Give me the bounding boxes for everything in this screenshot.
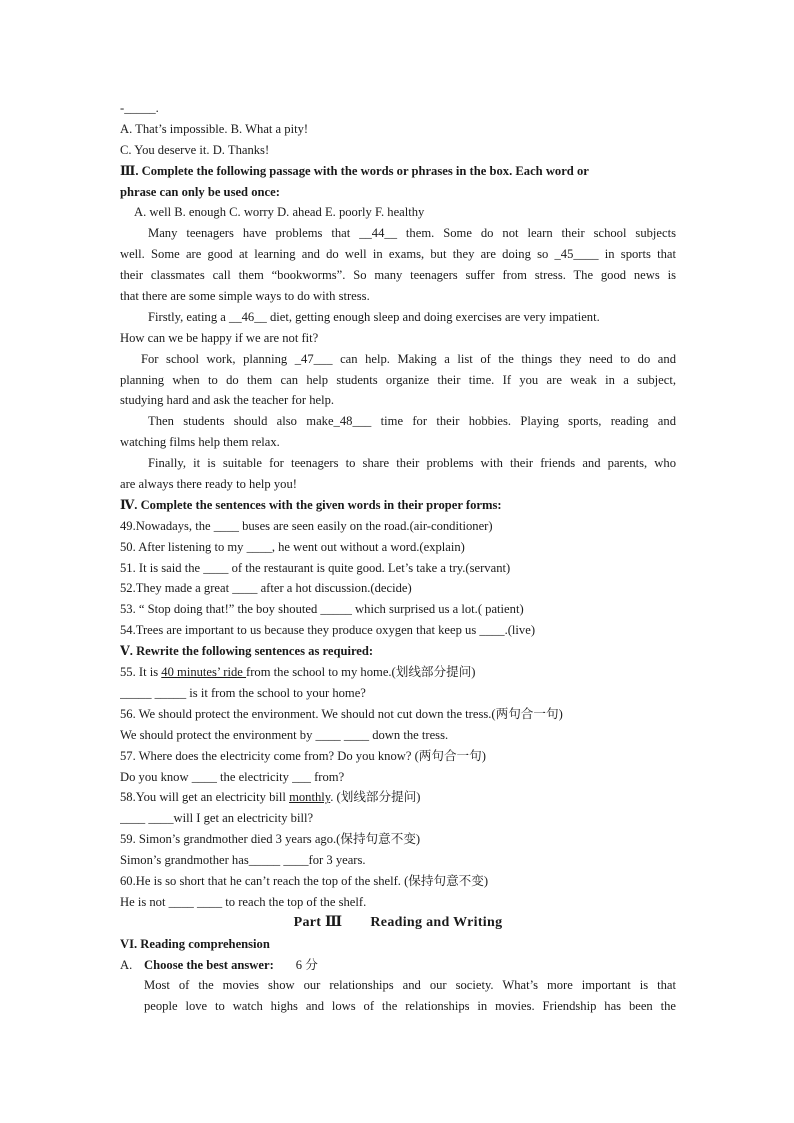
question-49: 49.Nowadays, the ____ buses are seen easily on the road.(air-conditioner) (120, 518, 493, 533)
question-53: 53. “ Stop doing that!” the boy shouted _____ which surprised us a lot.( patient) (120, 602, 524, 617)
section6-points: 6 分 (295, 957, 318, 972)
section4-heading: Ⅳ. Complete the sentences with the given words in their proper forms: (120, 497, 502, 512)
passage-line: well. Some are good at learning and do well in exams, but they are doing so _45____ in sports that (120, 247, 676, 262)
answer-blank: -_____. (120, 101, 159, 115)
passage-line: Many teenagers have problems that __44__ them. Some do not learn their school subjects (148, 226, 676, 241)
q55-post: from the school to my home.(划线部分提问) (246, 665, 476, 680)
section6-sub-heading-line (120, 955, 676, 976)
question-56: 56. We should protect the environment. We should not cut down the tress.(两句合一句) (120, 706, 563, 721)
q55-pre: 55. It is (120, 665, 162, 680)
passage-3 (120, 223, 676, 495)
passage-line: Most of the movies show our relationships and our society. What’s more important is that (144, 978, 676, 993)
answer-57: Do you know ____ the electricity ___ from? (120, 769, 345, 784)
question-51: 51. It is said the ____ of the restaurant is quite good. Let’s take a try.(servant) (120, 560, 511, 575)
answer-58: ____ ____will I get an electricity bill? (120, 811, 314, 826)
passage-line: Firstly, eating a __46__ diet, getting enough sleep and doing exercises are very impatient. (148, 309, 600, 324)
passage-line: Finally, it is suitable for teenagers to share their problems with their friends and parents, who (148, 456, 676, 471)
answer-60: He is not ____ ____ to reach the top of the shelf. (120, 894, 367, 909)
section5-heading: Ⅴ. Rewrite the following sentences as required: (120, 644, 374, 659)
question-59: 59. Simon’s grandmother died 3 years ago.(保持句意不变) (120, 832, 421, 847)
part3-label: Part Ⅲ (293, 914, 343, 930)
section6-sub-label: A. (120, 957, 133, 972)
part3-title: Reading and Writing (370, 914, 503, 930)
answer-59: Simon’s grandmother has_____ ____for 3 years. (120, 853, 366, 868)
passage-line: studying hard and ask the teacher for help. (120, 393, 335, 408)
section3-heading-2: phrase can only be used once: (120, 184, 280, 199)
question-55 (120, 662, 676, 683)
passage-line: How can we be happy if we are not fit? (120, 330, 319, 345)
passage-line: For school work, planning _47___ can help. Making a list of the things they need to do and (141, 351, 676, 366)
passage-line: planning when to do them can help students organize their time. If you are weak in a subject, (120, 372, 676, 387)
options-ab: A. That’s impossible. B. What a pity! (120, 121, 309, 136)
question-58 (120, 787, 676, 808)
part3-title-line (120, 913, 676, 934)
options-cd: C. You deserve it. D. Thanks! (120, 142, 270, 157)
passage-line: are always there ready to help you! (120, 477, 297, 492)
question-60: 60.He is so short that he can’t reach the top of the shelf. (保持句意不变) (120, 873, 489, 888)
passage-line: that there are some simple ways to do with stress. (120, 289, 370, 304)
q58-post: . (划线部分提问) (330, 790, 421, 805)
passage-line: their classmates call them “bookworms”. So many teenagers suffer from stress. The good news is (120, 268, 676, 283)
question-57: 57. Where does the electricity come from? Do you know? (两句合一句) (120, 748, 486, 763)
section3-heading-1: Ⅲ. Complete the following passage with the words or phrases in the box. Each word or (120, 163, 589, 178)
question-52: 52.They made a great ____ after a hot discussion.(decide) (120, 581, 412, 596)
answer-55: _____ _____ is it from the school to your home? (120, 685, 366, 700)
section6-heading: VI. Reading comprehension (120, 936, 270, 951)
question-50: 50. After listening to my ____, he went out without a word.(explain) (120, 539, 465, 554)
q58-pre: 58.You will get an electricity bill (120, 790, 290, 805)
answer-56: We should protect the environment by ____ ____ down the tress. (120, 727, 449, 742)
question-54: 54.Trees are important to us because they produce oxygen that keep us ____.(live) (120, 623, 536, 638)
passage-line: Then students should also make_48___ time for their hobbies. Playing sports, reading and (148, 414, 676, 429)
q55-underlined: 40 minutes’ ride (161, 665, 247, 680)
exam-page (120, 98, 676, 1017)
passage-line: watching films help them relax. (120, 435, 280, 450)
section6-sub-heading: Choose the best answer: (144, 957, 274, 972)
word-box: A. well B. enough C. worry D. ahead E. poorly F. healthy (134, 205, 425, 220)
q58-underlined: monthly (289, 790, 331, 805)
passage-line: people love to watch highs and lows of the relationships in movies. Friendship has been the (144, 999, 676, 1014)
